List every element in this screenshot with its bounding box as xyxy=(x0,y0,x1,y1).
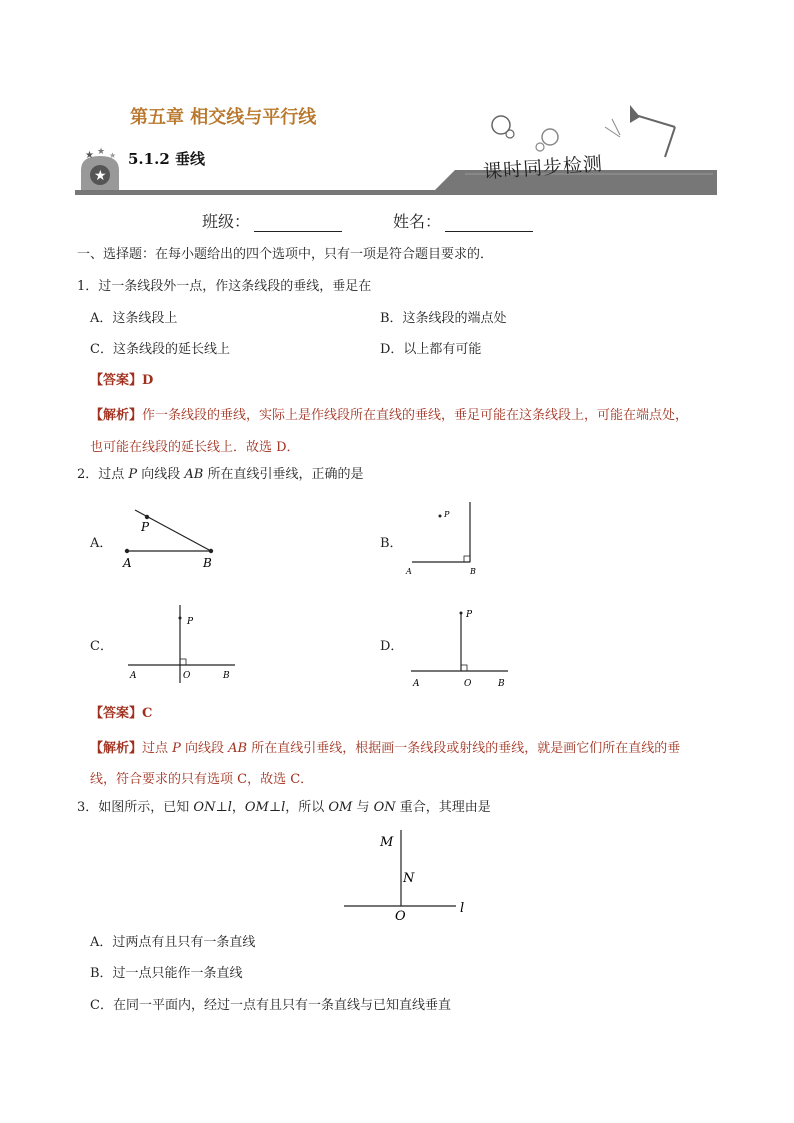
q2d-label-p: P xyxy=(466,610,473,620)
class-label: 班级： xyxy=(202,212,251,231)
q3-stem-part: 与 xyxy=(352,800,374,815)
svg-text:★: ★ xyxy=(97,147,106,157)
q2c-label-a: A xyxy=(130,671,137,681)
q3-label-m: M xyxy=(380,835,394,850)
q2-stem-part: 向线段 xyxy=(137,467,185,482)
name-field[interactable] xyxy=(393,209,533,232)
q2a-label-p: P xyxy=(141,520,150,534)
q2-figure-c xyxy=(125,605,245,685)
q2-analysis-line2: 线，符合要求的只有选项 C，故选 C． xyxy=(90,772,314,787)
q2-analysis-tag: 【解析】 xyxy=(90,741,143,756)
q3-label-l: l xyxy=(460,901,465,916)
q2-stem-part: 2．过点 xyxy=(77,467,129,482)
q2-analysis-segment-ab: AB xyxy=(228,741,248,756)
q2-stem-segment-ab: AB xyxy=(184,467,204,482)
q3-stem-om: OM xyxy=(328,800,353,815)
q3-option-a[interactable]: A．过两点有且只有一条直线 xyxy=(90,935,256,950)
section-heading: 一、选择题：在每小题给出的四个选项中，只有一项是符合题目要求的． xyxy=(77,247,494,262)
q3-option-b[interactable]: B．过一点只能作一条直线 xyxy=(90,966,243,981)
q2c-label-b: B xyxy=(223,671,230,681)
name-blank[interactable] xyxy=(445,213,533,232)
q2-option-c-label[interactable]: C． xyxy=(90,639,113,654)
q3-stem-on: ON xyxy=(373,800,396,815)
q2-analysis-line1 xyxy=(90,737,680,756)
q1-option-b[interactable]: B．这条线段的端点处 xyxy=(380,311,507,326)
q1-option-c[interactable]: C．这条线段的延长线上 xyxy=(90,342,230,357)
q2-analysis-part: 所在直线引垂线，根据画一条线段或射线的垂线，就是画它们所在直线的垂 xyxy=(247,741,681,756)
q2d-label-o: O xyxy=(464,679,472,689)
q2a-label-b: B xyxy=(203,556,212,570)
name-label: 姓名： xyxy=(393,212,442,231)
class-field[interactable] xyxy=(202,209,342,232)
q2b-label-p: P xyxy=(444,510,450,519)
q3-stem-om: OM xyxy=(244,800,269,815)
q1-analysis-tag: 【解析】 xyxy=(90,408,143,423)
q1-option-d[interactable]: D．以上都有可能 xyxy=(380,342,482,357)
q3-stem-perp: ⊥ xyxy=(215,800,228,815)
q2-analysis-point-p: P xyxy=(172,741,181,756)
q1-stem: 1．过一条线段外一点，作这条线段的垂线，垂足在 xyxy=(77,279,372,294)
svg-text:★: ★ xyxy=(85,150,94,161)
q3-stem-l: l xyxy=(281,800,286,815)
q2-stem xyxy=(77,466,364,484)
q3-stem-part: 3．如图所示，已知 xyxy=(77,800,194,815)
q2d-label-b: B xyxy=(498,679,505,689)
q3-option-c[interactable]: C．在同一平面内，经过一点有且只有一条直线与已知直线垂直 xyxy=(90,998,451,1013)
q2c-label-o: O xyxy=(183,671,191,681)
q2b-label-b: B xyxy=(470,567,476,576)
q2a-label-a: A xyxy=(123,556,132,570)
svg-text:★: ★ xyxy=(94,168,107,184)
section-title: 5.1.2 垂线 xyxy=(128,150,205,168)
q3-stem xyxy=(77,799,491,817)
chapter-title: 第五章 相交线与平行线 xyxy=(130,107,317,128)
q1-analysis-line1 xyxy=(90,404,688,423)
q2c-label-p: P xyxy=(187,617,194,627)
q2-option-a-label[interactable]: A． xyxy=(90,536,113,551)
stamp-label: 课时同步检测 xyxy=(482,152,604,184)
q3-stem-part: ， xyxy=(231,800,245,815)
q1-option-a[interactable]: A．这条线段上 xyxy=(90,311,178,326)
q3-figure xyxy=(340,828,480,923)
svg-text:★: ★ xyxy=(109,151,117,160)
q1-answer: 【答案】D xyxy=(90,373,154,388)
q2-option-d-label[interactable]: D． xyxy=(380,639,404,654)
q2d-label-a: A xyxy=(413,679,420,689)
q3-stem-part: 重合，其理由是 xyxy=(395,800,491,815)
q2-stem-point-p: P xyxy=(128,467,138,482)
q2-analysis-part: 过点 xyxy=(142,741,173,756)
q2-figure-d xyxy=(408,605,518,690)
q2-stem-part: 所在直线引垂线，正确的是 xyxy=(203,467,364,482)
q2-figure-b xyxy=(402,500,492,580)
q2-analysis-part: 向线段 xyxy=(180,741,229,756)
q3-stem-on: ON xyxy=(193,800,216,815)
class-blank[interactable] xyxy=(254,213,342,232)
q3-stem-perp: ⊥ xyxy=(268,800,282,815)
q2-option-b-label[interactable]: B． xyxy=(380,536,403,551)
q3-stem-part: ，所以 xyxy=(285,800,329,815)
q2-figure-a xyxy=(115,505,225,570)
q3-label-n: N xyxy=(403,871,415,886)
q1-analysis-text1: 作一条线段的垂线，实际上是作线段所在直线的垂线，垂足可能在这条线段上，可能在端点处， xyxy=(142,408,689,423)
q3-label-o: O xyxy=(395,909,406,923)
q2-answer: 【答案】C xyxy=(90,706,153,721)
q2b-label-a: A xyxy=(406,567,412,576)
q1-analysis-line2: 也可能在线段的延长线上．故选 D． xyxy=(90,440,300,455)
q3-stem-l: l xyxy=(227,800,232,815)
